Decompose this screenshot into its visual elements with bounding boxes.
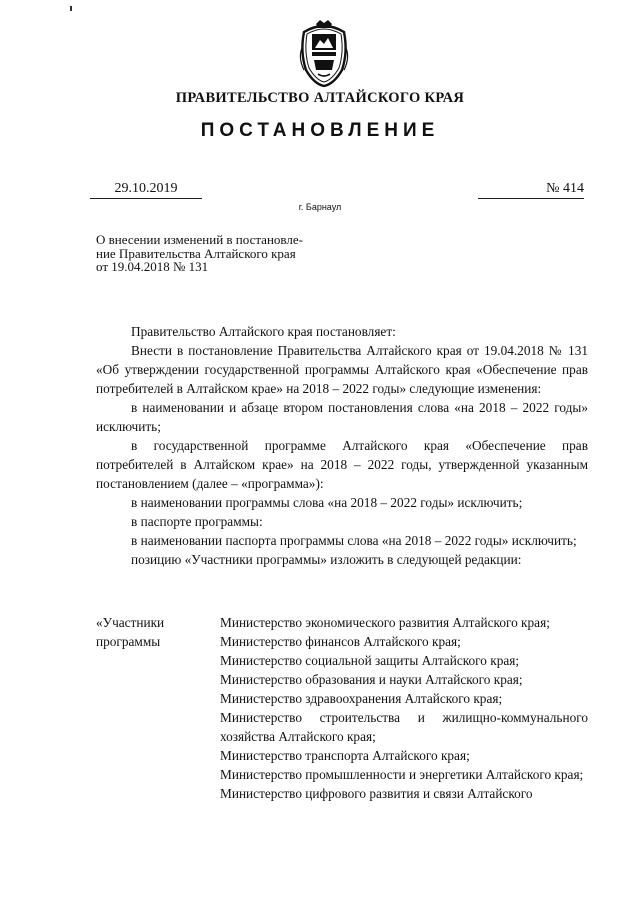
subject-line: ние Правительства Алтайского края xyxy=(96,245,296,261)
participants-list xyxy=(220,613,588,803)
government-name: ПРАВИТЕЛЬСТВО АЛТАЙСКОГО КРАЯ xyxy=(175,90,465,106)
document-city: г. Барнаул xyxy=(298,202,342,212)
participant-item: Министерство строительства и жилищно-коммунального хозяйства Алтайского края; xyxy=(220,710,588,744)
participant-item: Министерство экономического развития Алтайского края; xyxy=(220,615,550,630)
participant-item: Министерство образования и науки Алтайского края; xyxy=(220,672,523,687)
document-subject xyxy=(96,233,346,274)
body-paragraph: позицию «Участники программы» изложить в следующей редакции: xyxy=(131,552,522,567)
body-paragraph: в паспорте программы: xyxy=(131,514,263,529)
participants-label xyxy=(96,613,211,651)
document-date: 29.10.2019 xyxy=(90,181,202,199)
subject-line: О внесении изменений в постановле- xyxy=(96,232,303,247)
participant-item: Министерство промышленности и энергетики Алтайского края; xyxy=(220,767,584,782)
participant-item: Министерство транспорта Алтайского края; xyxy=(220,748,470,763)
coat-of-arms-icon xyxy=(296,18,352,88)
participant-item: Министерство финансов Алтайского края; xyxy=(220,634,461,649)
participant-item: Министерство социальной защиты Алтайского края; xyxy=(220,653,520,668)
body-paragraph: в наименовании программы слова «на 2018 – 2022 годы» исключить; xyxy=(131,495,523,510)
participant-item: Министерство цифрового развития и связи Алтайского xyxy=(220,786,533,801)
participants-label-line: программы xyxy=(96,634,161,649)
body-paragraph: Внести в постановление Правительства Алтайского края от 19.04.2018 № 131 «Об утверждении государственной программы Алтайского края «Обеспечение прав потребителей в Алтайском крае» на 2018 – 2022 годы» следующие изменения: xyxy=(96,343,588,396)
body-paragraph: в наименовании паспорта программы слова «на 2018 – 2022 годы» исключить; xyxy=(131,533,577,548)
body-paragraph: в наименовании и абзаце втором постановления слова «на 2018 – 2022 годы» исключить; xyxy=(96,400,588,434)
document-body xyxy=(96,322,588,569)
document-number: № 414 xyxy=(478,181,584,199)
participants-label-line: «Участники xyxy=(96,615,165,630)
scan-mark xyxy=(70,6,72,11)
subject-line: от 19.04.2018 № 131 xyxy=(96,259,209,274)
body-paragraph: Правительство Алтайского края постановляет: xyxy=(131,324,396,339)
document-type-title: ПОСТАНОВЛЕНИЕ xyxy=(200,120,440,141)
participant-item: Министерство здравоохранения Алтайского края; xyxy=(220,691,503,706)
body-paragraph: в государственной программе Алтайского края «Обеспечение прав потребителей в Алтайском крае» на 2018 – 2022 годы, утвержденной указанным постановлением (далее – «программа»): xyxy=(96,438,588,491)
